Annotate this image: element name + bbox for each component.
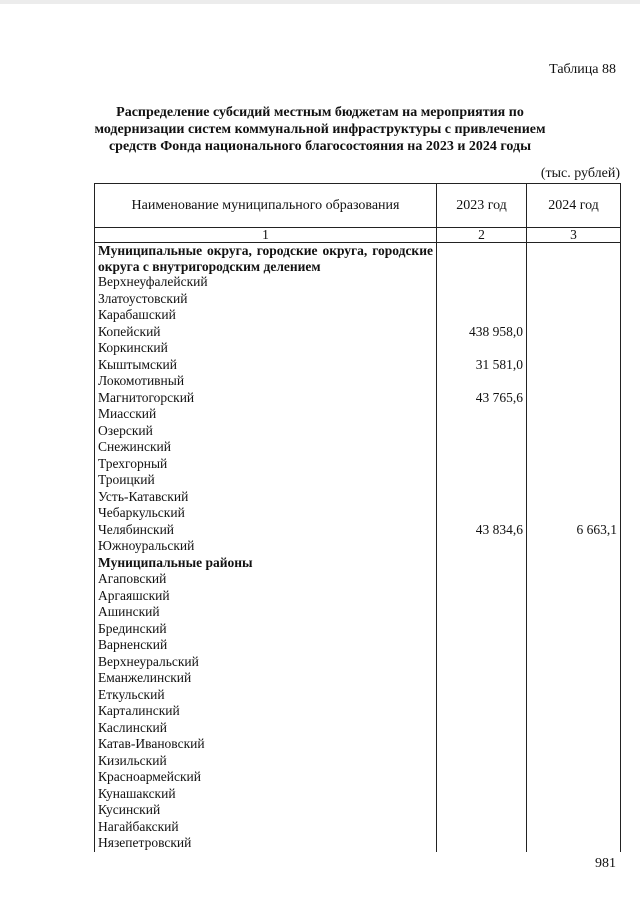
value-2024: [527, 555, 621, 572]
value-2023: [437, 621, 527, 638]
table-row: [95, 588, 621, 605]
table-row: [95, 621, 621, 638]
column-number-row: [95, 228, 621, 243]
value-2023: [437, 637, 527, 654]
value-2024: [527, 390, 621, 407]
value-2023: [437, 588, 527, 605]
value-2023: [437, 835, 527, 852]
value-2024: [527, 819, 621, 836]
row-name: Еманжелинский: [95, 670, 437, 687]
row-name: Кунашакский: [95, 786, 437, 803]
row-name: Челябинский: [95, 522, 437, 539]
table-row: [95, 802, 621, 819]
table-row: [95, 819, 621, 836]
table-row: [95, 835, 621, 852]
value-2023: [437, 802, 527, 819]
header-2023: 2023 год: [437, 184, 527, 228]
value-2023: [437, 753, 527, 770]
value-2023: [437, 340, 527, 357]
row-name: Златоустовский: [95, 291, 437, 308]
row-name: Аргаяшский: [95, 588, 437, 605]
table-row: [95, 505, 621, 522]
value-2024: [527, 243, 621, 275]
value-2023: [437, 654, 527, 671]
header-2024: 2024 год: [527, 184, 621, 228]
value-2023: [437, 538, 527, 555]
section-row: [95, 555, 621, 572]
value-2024: 6 663,1: [527, 522, 621, 539]
value-2024: [527, 687, 621, 704]
value-2023: [437, 769, 527, 786]
table-row: [95, 736, 621, 753]
value-2023: [437, 307, 527, 324]
table-row: [95, 769, 621, 786]
value-2023: [437, 274, 527, 291]
value-2024: [527, 538, 621, 555]
row-name: Магнитогорский: [95, 390, 437, 407]
table-row: [95, 753, 621, 770]
row-name: Усть-Катавский: [95, 489, 437, 506]
column-number-1: 1: [95, 228, 437, 243]
column-number-3: 3: [527, 228, 621, 243]
table-row: [95, 604, 621, 621]
value-2023: [437, 489, 527, 506]
value-2023: [437, 472, 527, 489]
value-2024: [527, 720, 621, 737]
value-2023: [437, 423, 527, 440]
row-name: Карабашский: [95, 307, 437, 324]
row-name: Кыштымский: [95, 357, 437, 374]
table-header-row: [95, 184, 621, 228]
value-2024: [527, 489, 621, 506]
header-name: Наименование муниципального образования: [95, 184, 437, 228]
row-name: Карталинский: [95, 703, 437, 720]
row-name: Красноармейский: [95, 769, 437, 786]
value-2023: [437, 786, 527, 803]
row-name: Кусинский: [95, 802, 437, 819]
row-name: Верхнеуральский: [95, 654, 437, 671]
row-name: Муниципальные округа, городские округа, городские округа с внутригородским делением: [95, 243, 437, 275]
row-name: Ашинский: [95, 604, 437, 621]
scan-edge: [0, 0, 640, 4]
value-2024: [527, 307, 621, 324]
value-2024: [527, 637, 621, 654]
value-2023: [437, 819, 527, 836]
value-2024: [527, 769, 621, 786]
value-2023: [437, 703, 527, 720]
table-row: [95, 670, 621, 687]
unit-label: (тыс. рублей): [540, 166, 620, 181]
table-row: [95, 373, 621, 390]
table-label: Таблица 88: [549, 62, 616, 77]
section-row: [95, 243, 621, 275]
value-2023: [437, 555, 527, 572]
value-2024: [527, 406, 621, 423]
table-row: [95, 423, 621, 440]
row-name: Муниципальные районы: [95, 555, 437, 572]
value-2024: [527, 670, 621, 687]
value-2024: [527, 835, 621, 852]
table-row: [95, 703, 621, 720]
table-row: [95, 571, 621, 588]
value-2024: [527, 456, 621, 473]
value-2023: [437, 439, 527, 456]
value-2024: [527, 802, 621, 819]
row-name: Нязепетровский: [95, 835, 437, 852]
row-name: Варненский: [95, 637, 437, 654]
row-name: Брединский: [95, 621, 437, 638]
table-row: [95, 291, 621, 308]
value-2023: [437, 456, 527, 473]
value-2024: [527, 588, 621, 605]
value-2024: [527, 472, 621, 489]
table-row: [95, 472, 621, 489]
table-row: [95, 456, 621, 473]
value-2023: [437, 291, 527, 308]
table-row: [95, 538, 621, 555]
row-name: Миасский: [95, 406, 437, 423]
table-row: [95, 439, 621, 456]
value-2023: [437, 670, 527, 687]
value-2024: [527, 357, 621, 374]
row-name: Катав-Ивановский: [95, 736, 437, 753]
value-2023: 43 834,6: [437, 522, 527, 539]
value-2024: [527, 736, 621, 753]
value-2024: [527, 604, 621, 621]
row-name: Копейский: [95, 324, 437, 341]
table-row: [95, 654, 621, 671]
value-2023: [437, 373, 527, 390]
row-name: Еткульский: [95, 687, 437, 704]
value-2024: [527, 703, 621, 720]
value-2023: [437, 736, 527, 753]
value-2024: [527, 291, 621, 308]
row-name: Локомотивный: [95, 373, 437, 390]
subsidy-table: [94, 183, 621, 852]
value-2023: [437, 505, 527, 522]
value-2024: [527, 373, 621, 390]
value-2024: [527, 340, 621, 357]
row-name: Кизильский: [95, 753, 437, 770]
table-row: [95, 324, 621, 341]
value-2024: [527, 753, 621, 770]
value-2023: [437, 604, 527, 621]
row-name: Нагайбакский: [95, 819, 437, 836]
value-2024: [527, 505, 621, 522]
row-name: Агаповский: [95, 571, 437, 588]
table-row: [95, 687, 621, 704]
value-2024: [527, 654, 621, 671]
page-number: 981: [595, 856, 616, 871]
table-row: [95, 637, 621, 654]
table-row: [95, 406, 621, 423]
row-name: Троицкий: [95, 472, 437, 489]
table-row: [95, 390, 621, 407]
value-2023: 31 581,0: [437, 357, 527, 374]
row-name: Трехгорный: [95, 456, 437, 473]
value-2024: [527, 571, 621, 588]
row-name: Южноуральский: [95, 538, 437, 555]
table-row: [95, 720, 621, 737]
row-name: Коркинский: [95, 340, 437, 357]
table-row: [95, 274, 621, 291]
table-row: [95, 307, 621, 324]
table-row: [95, 786, 621, 803]
table-row: [95, 340, 621, 357]
value-2023: [437, 687, 527, 704]
row-name: Верхнеуфалейский: [95, 274, 437, 291]
value-2024: [527, 324, 621, 341]
table-row: [95, 489, 621, 506]
row-name: Снежинский: [95, 439, 437, 456]
value-2023: 438 958,0: [437, 324, 527, 341]
row-name: Каслинский: [95, 720, 437, 737]
value-2023: [437, 243, 527, 275]
row-name: Чебаркульский: [95, 505, 437, 522]
value-2024: [527, 621, 621, 638]
column-number-2: 2: [437, 228, 527, 243]
value-2024: [527, 786, 621, 803]
value-2024: [527, 274, 621, 291]
value-2023: 43 765,6: [437, 390, 527, 407]
page-title: Распределение субсидий местным бюджетам на мероприятия по модернизации систем коммунальной инфраструктуры с привлечением средств Фонда национального благосостояния на 2023 и 2024 годы: [94, 105, 546, 154]
value-2024: [527, 439, 621, 456]
table-row: [95, 357, 621, 374]
value-2023: [437, 720, 527, 737]
value-2023: [437, 406, 527, 423]
table-row: [95, 522, 621, 539]
value-2024: [527, 423, 621, 440]
row-name: Озерский: [95, 423, 437, 440]
value-2023: [437, 571, 527, 588]
